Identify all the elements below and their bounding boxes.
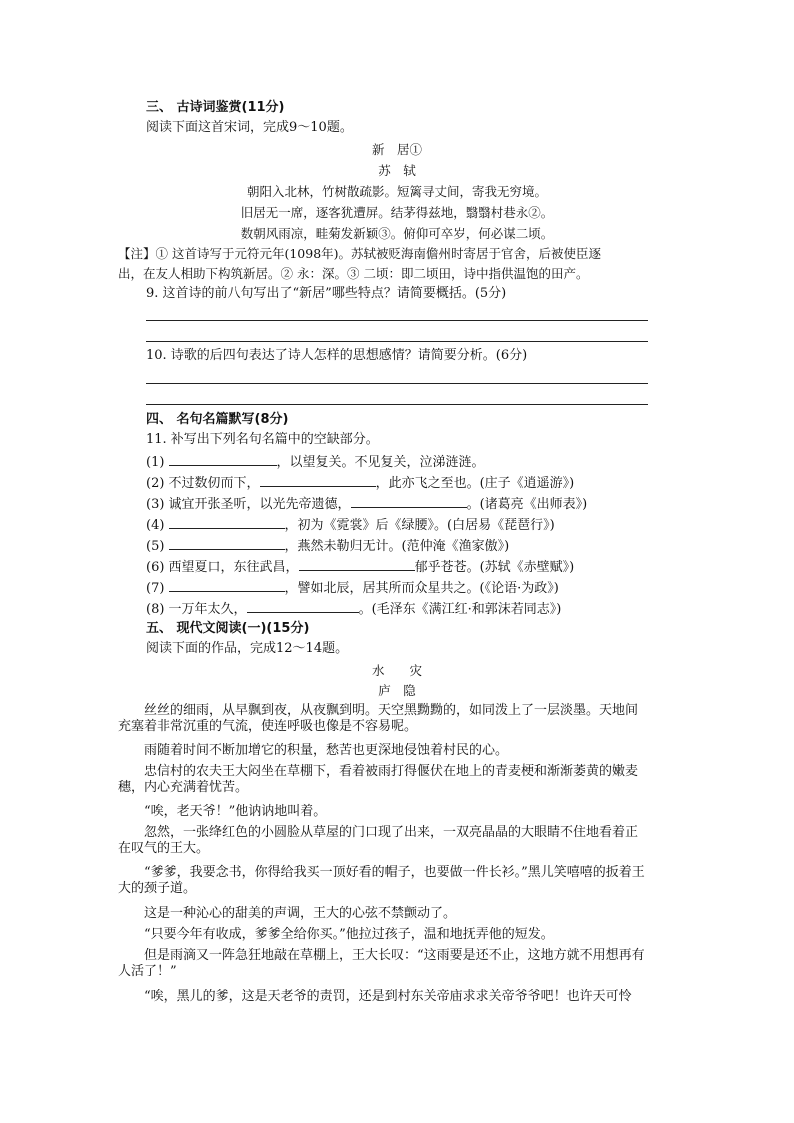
section-3-intro: 阅读下面这首宋词，完成9～10题。	[146, 120, 353, 135]
answer-line[interactable]	[146, 341, 648, 342]
fill-blank[interactable]	[169, 537, 285, 550]
section-4-heading: 四、 名句名篇默写(8分)	[146, 412, 289, 427]
fill-item-8	[146, 600, 561, 618]
story-paragraph-8: “只要今年有收成，爹爹全给你买。”他拉过孩子，温和地抚弄他的短发。	[144, 927, 554, 942]
fill-item-6	[146, 558, 574, 576]
fill-item-prefix: (2) 不过数仞而下，	[146, 476, 260, 491]
fill-item-suffix: ，以望复关。不见复关，泣涕涟涟。	[276, 455, 485, 470]
story-author: 庐 隐	[378, 683, 416, 698]
fill-blank[interactable]	[169, 516, 285, 529]
question-10: 10. 诗歌的后四句表达了诗人怎样的思想感情？请简要分析。(6分)	[146, 348, 528, 363]
fill-item-5	[146, 537, 509, 555]
fill-blank[interactable]	[351, 495, 467, 508]
story-paragraph-3: 忠信村的农夫王大闷坐在草棚下，看着被雨打得偃伏在地上的青麦梗和渐渐萎黄的嫩麦穗，内心充满着忧苦。	[118, 764, 639, 795]
poem-line-1: 朝阳入北林，竹树散疏影。短篱寻丈间，寄我无穷境。	[246, 184, 547, 199]
story-paragraph-9: 但是雨滴又一阵急狂地敲在草棚上，王大长叹：“这雨要是还不止，这地方就不用想再有人活了！”	[118, 948, 645, 979]
story-paragraph-1: 丝丝的细雨，从早飘到夜，从夜飘到明。天空黑黝黝的，如同泼上了一层淡墨。天地间充塞着非常沉重的气流，使连呼吸也像是不容易呢。	[118, 703, 639, 734]
story-paragraph-10: “唉，黑儿的爹，这是天老爷的责罚，还是到村东关帝庙求求关帝爷爷吧！也许天可怜	[144, 989, 632, 1004]
fill-item-suffix: ，譬如北辰，居其所而众星共之。(《论语·为政》)	[284, 581, 559, 596]
fill-item-suffix: ，此亦飞之至也。(庄子《逍遥游》)	[375, 476, 575, 491]
fill-item-2	[146, 474, 574, 492]
story-paragraph-2: 雨随着时间不断加增它的积量，愁苦也更深地侵蚀着村民的心。	[144, 743, 509, 758]
story-title: 水 灾	[371, 663, 422, 678]
fill-item-prefix: (7)	[146, 581, 169, 596]
poem-note-line-2: 出，在友人相助下构筑新居。② 永：深。③ 二顷：即二顷田，诗中指供温饱的田产。	[118, 266, 589, 281]
fill-item-prefix: (4)	[146, 518, 169, 533]
fill-item-prefix: (3) 诚宜开张圣听，以光先帝遗德，	[146, 497, 351, 512]
fill-blank[interactable]	[169, 453, 277, 466]
fill-item-prefix: (1)	[146, 455, 169, 470]
fill-item-1	[146, 453, 485, 471]
story-paragraph-4: “唉，老天爷！”他讷讷地叫着。	[144, 804, 327, 819]
fill-item-3	[146, 495, 587, 513]
answer-line[interactable]	[146, 383, 648, 384]
poem-line-3: 数朝风雨凉，畦菊发新颖③。俯仰可卒岁，何必谋二顷。	[240, 226, 554, 241]
poem-title: 新 居①	[371, 142, 422, 157]
question-11: 11. 补写出下列名句名篇中的空缺部分。	[146, 432, 379, 447]
answer-line[interactable]	[146, 404, 648, 405]
fill-item-suffix: 。(毛泽东《满江红·和郭沫若同志》)	[358, 602, 562, 617]
section-5-heading: 五、 现代文阅读(一)(15分)	[146, 621, 310, 636]
fill-item-prefix: (5)	[146, 539, 169, 554]
section-5-intro: 阅读下面的作品，完成12～14题。	[146, 641, 349, 656]
fill-blank[interactable]	[260, 474, 376, 487]
poem-line-2: 旧居无一席，逐客犹遭屏。结茅得兹地，翳翳村巷永②。	[240, 205, 554, 220]
fill-item-suffix: 郁乎苍苍。(苏轼《赤壁赋》)	[414, 560, 575, 575]
poem-author: 苏 轼	[378, 163, 416, 178]
fill-blank[interactable]	[247, 600, 359, 613]
story-paragraph-6: “爹爹，我要念书，你得给我买一顶好看的帽子，也要做一件长衫。”黑儿笑嘻嘻的扳着王大的颈子道。	[118, 865, 645, 896]
fill-item-prefix: (6) 西望夏口，东往武昌，	[146, 560, 299, 575]
fill-item-prefix: (8) 一万年太久，	[146, 602, 247, 617]
fill-blank[interactable]	[299, 558, 415, 571]
fill-item-suffix: ，初为《霓裳》后《绿腰》。(白居易《琵琶行》)	[284, 518, 555, 533]
story-paragraph-5: 忽然，一张绛红色的小圆脸从草屋的门口现了出来，一双亮晶晶的大眼睛不住地看着正在叹气的王大。	[118, 825, 639, 856]
fill-blank[interactable]	[169, 579, 285, 592]
question-9: 9. 这首诗的前八句写出了“新居”哪些特点？请简要概括。(5分)	[146, 286, 507, 301]
story-paragraph-7: 这是一种沁心的甜美的声调，王大的心弦不禁颤动了。	[144, 906, 457, 921]
fill-item-7	[146, 579, 559, 597]
fill-item-suffix: ，燕然未勒归无计。(范仲淹《渔家傲》)	[284, 539, 510, 554]
fill-item-suffix: 。(诸葛亮《出师表》)	[466, 497, 588, 512]
poem-note-line-1: 【注】① 这首诗写于元符元年(1098年)。苏轼被贬海南儋州时寄居于官舍，后被使臣逐	[118, 246, 602, 261]
section-3-heading: 三、 古诗词鉴赏(11分)	[146, 100, 285, 115]
answer-line[interactable]	[146, 320, 648, 321]
fill-item-4	[146, 516, 555, 534]
